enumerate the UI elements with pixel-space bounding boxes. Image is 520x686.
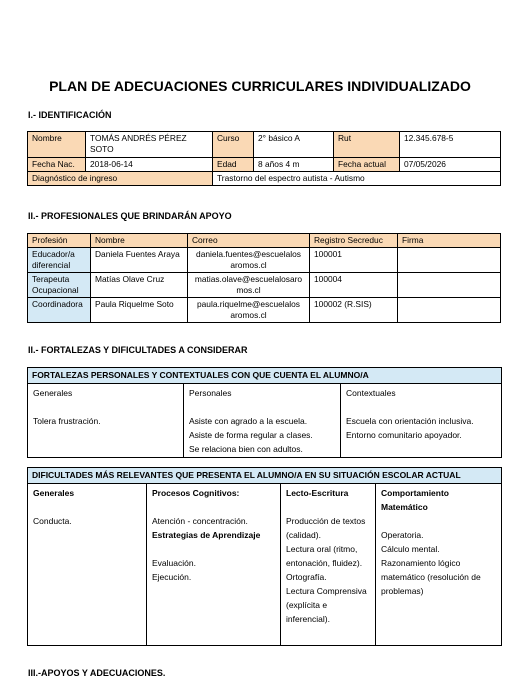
label-fecha-nac: Fecha Nac. xyxy=(28,158,86,172)
value-edad: 8 años 4 m xyxy=(254,158,334,172)
list-item: Conducta. xyxy=(33,516,72,526)
col-heading: Lecto-Escritura xyxy=(286,488,349,498)
cell-firma[interactable] xyxy=(398,248,501,273)
cell-firma[interactable] xyxy=(398,298,501,323)
section-identificacion: I.- IDENTIFICACIÓN xyxy=(28,110,112,120)
value-curso: 2° básico A xyxy=(254,132,334,158)
professionals-table xyxy=(27,233,501,323)
header-profesion: Profesión xyxy=(28,234,91,248)
table-row xyxy=(28,273,501,298)
fortalezas-personales xyxy=(184,384,341,458)
col-heading: Procesos Cognitivos: xyxy=(152,488,240,498)
cell-registro: 100004 xyxy=(310,273,398,298)
value-rut: 12.345.678-5 xyxy=(400,132,501,158)
col-heading: Generales xyxy=(33,488,75,498)
list-item: Ejecución. xyxy=(152,572,192,582)
col-heading: Personales xyxy=(189,388,232,398)
value-fecha-actual: 07/05/2026 xyxy=(400,158,501,172)
list-item: Estrategias de Aprendizaje xyxy=(152,530,261,540)
label-curso: Curso xyxy=(213,132,254,158)
table-row xyxy=(28,298,501,323)
fortalezas-header: FORTALEZAS PERSONALES Y CONTEXTUALES CON QUE CUENTA EL ALUMNO/A xyxy=(28,368,501,384)
cell-profesion: Educador/a diferencial xyxy=(28,248,91,273)
label-edad: Edad xyxy=(213,158,254,172)
list-item: Asiste con agrado a la escuela. xyxy=(189,416,308,426)
dificultades-generales xyxy=(28,484,147,646)
col-heading: Comportamiento Matemático xyxy=(381,488,449,512)
label-diagnostico: Diagnóstico de ingreso xyxy=(28,172,213,186)
label-nombre: Nombre xyxy=(28,132,86,158)
table-row xyxy=(28,248,501,273)
list-item: Razonamiento lógico matemático (resolución de problemas) xyxy=(381,558,481,596)
dificultades-procesos-cognitivos xyxy=(147,484,281,646)
list-item: Entorno comunitario apoyador. xyxy=(346,430,462,440)
list-item: Operatoria. xyxy=(381,530,424,540)
header-firma: Firma xyxy=(398,234,501,248)
col-heading: Generales xyxy=(33,388,73,398)
header-correo: Correo xyxy=(188,234,310,248)
fortalezas-generales xyxy=(28,384,184,458)
list-item: Atención - concentración. xyxy=(152,516,248,526)
dificultades-header: DIFICULTADES MÁS RELEVANTES QUE PRESENTA EL ALUMNO/A EN SU SITUACIÓN ESCOLAR ACTUAL xyxy=(28,468,501,484)
page-title: PLAN DE ADECUACIONES CURRICULARES INDIVIDUALIZADO xyxy=(49,78,471,94)
label-fecha-actual: Fecha actual xyxy=(334,158,400,172)
dificultades-lecto-escritura xyxy=(281,484,376,646)
fortalezas-contextuales xyxy=(341,384,497,458)
cell-registro: 100002 (R.SIS) xyxy=(310,298,398,323)
cell-profesion: Coordinadora xyxy=(28,298,91,323)
section-profesionales: II.- PROFESIONALES QUE BRINDARÁN APOYO xyxy=(28,211,232,221)
dificultades-comportamiento-matematico xyxy=(376,484,498,646)
cell-registro: 100001 xyxy=(310,248,398,273)
cell-nombre: Matías Olave Cruz xyxy=(91,273,188,298)
list-item: Se relaciona bien con adultos. xyxy=(189,444,303,454)
list-item: Tolera frustración. xyxy=(33,416,101,426)
section-apoyos-adecuaciones: III.-APOYOS Y ADECUACIONES. xyxy=(28,668,166,678)
list-item: Lectura Comprensiva (explícita e inferencial). xyxy=(286,586,367,624)
list-item: Ortografía. xyxy=(286,572,327,582)
fortalezas-box xyxy=(27,367,502,458)
list-item: Evaluación. xyxy=(152,558,196,568)
list-item: Cálculo mental. xyxy=(381,544,440,554)
identification-table xyxy=(27,131,501,186)
value-diagnostico: Trastorno del espectro autista - Autismo xyxy=(213,172,501,186)
cell-nombre: Paula Riquelme Soto xyxy=(91,298,188,323)
value-fecha-nac: 2018-06-14 xyxy=(86,158,213,172)
cell-firma[interactable] xyxy=(398,273,501,298)
col-heading: Contextuales xyxy=(346,388,396,398)
section-fortalezas-dificultades: II.- FORTALEZAS Y DIFICULTADES A CONSIDERAR xyxy=(28,345,248,355)
dificultades-box xyxy=(27,467,502,646)
header-nombre: Nombre xyxy=(91,234,188,248)
cell-nombre: Daniela Fuentes Araya xyxy=(91,248,188,273)
list-item: Producción de textos (calidad). xyxy=(286,516,366,540)
cell-correo: paula.riquelme@escuelalos aromos.cl xyxy=(188,298,310,323)
list-item: Lectura oral (ritmo, entonación, fluidez). xyxy=(286,544,363,568)
list-item: Asiste de forma regular a clases. xyxy=(189,430,313,440)
cell-correo: matias.olave@escuelalosaro mos.cl xyxy=(188,273,310,298)
list-item: Escuela con orientación inclusiva. xyxy=(346,416,474,426)
label-rut: Rut xyxy=(334,132,400,158)
cell-profesion: Terapeuta Ocupacional xyxy=(28,273,91,298)
value-nombre: TOMÁS ANDRÉS PÉREZ SOTO xyxy=(86,132,213,158)
header-registro: Registro Secreduc xyxy=(310,234,398,248)
cell-correo: daniela.fuentes@escuelalos aromos.cl xyxy=(188,248,310,273)
